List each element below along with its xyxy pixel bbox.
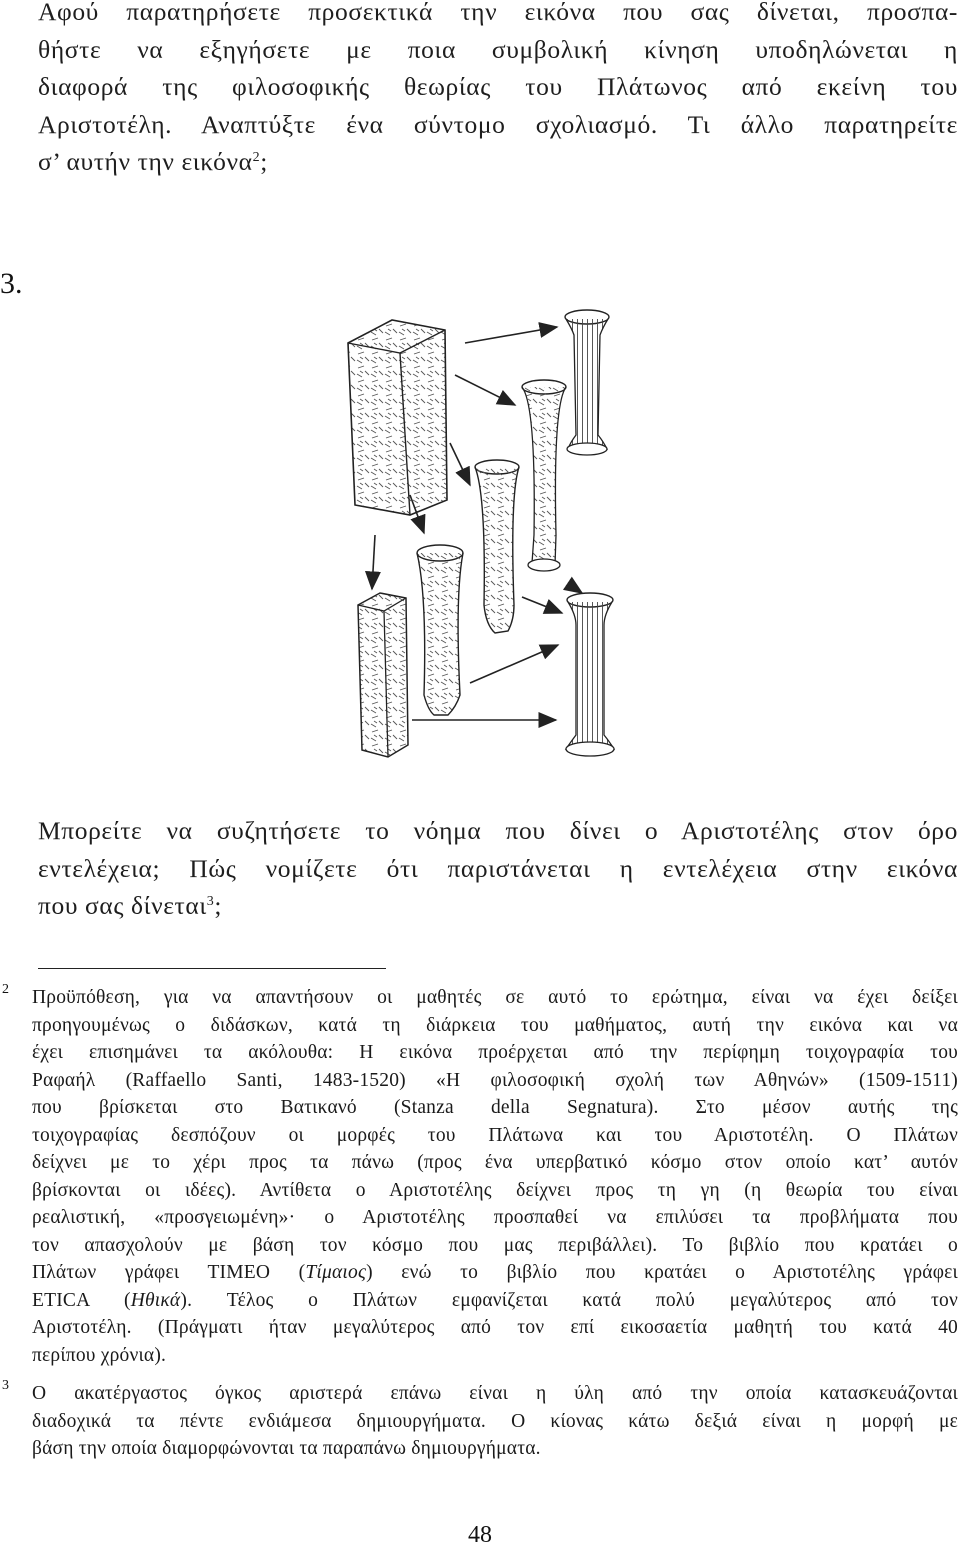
- footnote-line: Ο ακατέργαστος όγκος αριστερά επάνω είναι η ύλη από την οποία κατασκευάζονται: [32, 1383, 958, 1404]
- text-line: Μπορείτε να συζητήσετε το νόημα που δίνει ο Αριστοτέλης στον όρο: [38, 816, 958, 845]
- footnote-line: προηγουμένως ο διδάσκων, κατά τη διάρκεια του μαθήματος, αυτή την εικόνα και να: [32, 1014, 958, 1036]
- question-3-text: [38, 812, 958, 925]
- text-fragment: ETICA (: [32, 1289, 131, 1311]
- raw-block: [348, 320, 447, 515]
- footnote-ref[interactable]: 2: [252, 150, 261, 165]
- footnote-line: βάση την οποία διαμορφώνονται τα παραπάνω δημιουργήματα.: [32, 1438, 541, 1459]
- question-number: 3.: [0, 267, 23, 300]
- footnote-line: βρίσκονται οι ιδέες). Αντίθετα ο Αριστοτέλης δείχνει προς τη γη (η θεωρία του είναι: [32, 1179, 958, 1201]
- footnote-line: έχει επισημάνει τα ακόλουθα: Η εικόνα προέρχεται από την περίφημη τοιχογραφία του: [32, 1042, 958, 1063]
- footnote-line: που βρίσκεται στο Βατικανό (Stanza della Segnatura). Στο μέσον αυτής της: [32, 1097, 958, 1118]
- footnote-separator: [38, 968, 386, 969]
- footnote-line: διαδοχικά τα πέντε ενδιάμεσα δημιουργήματα. Ο κίονας κάτω δεξιά είναι η μορφή με: [32, 1410, 958, 1432]
- footnote-line: τον απασχολούν με βάση τον κόσμο που μας περιβάλλει). Το βιβλίο που κρατάει ο: [32, 1234, 958, 1256]
- italic-title: Ηθικά: [130, 1289, 181, 1311]
- rough-column-2: [475, 460, 519, 633]
- footnote-line: περίπου χρόνια).: [32, 1344, 167, 1366]
- text-line: Αφού παρατηρήσετε προσεκτικά την εικόνα που σας δίνεται, προσπα-: [38, 0, 958, 26]
- footnote-line: τοιχογραφίας δεσπόζουν οι μορφές του Πλάτωνα και του Αριστοτέλη. Ο Πλάτων: [32, 1124, 958, 1146]
- text-line: [38, 143, 958, 181]
- text-line: [38, 887, 958, 925]
- footnote-ref[interactable]: 3: [206, 894, 215, 909]
- footnote-line: Ραφαήλ (Raffaello Santi, 1483-1520) «Η φιλοσοφική σχολή των Αθηνών» (1509-1511): [32, 1069, 958, 1091]
- matter-form-illustration: [300, 295, 650, 765]
- text-fragment: ). Τέλος ο Πλάτων εμφανίζεται κατά πολύ μεγαλύτερος από τον: [180, 1289, 958, 1311]
- text-fragment: σ’ αυτήν την εικόνα: [38, 147, 253, 176]
- text-fragment: Πλάτων γράφει ΤΙΜΕΟ (: [32, 1262, 306, 1283]
- text-line: εντελέχεια; Πώς νομίζετε ότι παριστάνεται η εντελέχεια στην εικόνα: [38, 853, 958, 883]
- text-line: Αριστοτέλη. Αναπτύξτε ένα σύντομο σχολιασμό. Τι άλλο παρατηρείτε: [38, 109, 958, 139]
- text-fragment: ) ενώ το βιβλίο που κρατάει ο Αριστοτέλης γράφει: [366, 1262, 958, 1283]
- fluted-column-top: [565, 310, 609, 455]
- italic-title: Τίμαιος: [305, 1262, 367, 1283]
- text-line: θήστε να εξηγήσετε με ποια συμβολική κίνηση υποδηλώνεται η: [38, 34, 958, 64]
- footnote-mark: 2: [2, 982, 9, 997]
- arrow: [455, 375, 515, 405]
- rough-block-small: [358, 593, 408, 757]
- footnote-line: δείχνει με το χέρι προς τα πάνω (προς ένα υπερβατικό κόσμο στον οποίο κατ’ αυτόν: [32, 1152, 958, 1173]
- text-fragment: που σας δίνεται: [38, 891, 207, 920]
- footnote-line: [32, 1287, 958, 1315]
- footnote-line: Αριστοτέλη. (Πράγματι ήταν μεγαλύτερος από τον επί εικοσαετία μαθητή του κατά 40: [32, 1317, 958, 1338]
- arrow: [470, 645, 558, 683]
- text-line: διαφορά της φιλοσοφικής θεωρίας του Πλάτωνος από εκείνη του: [38, 72, 958, 101]
- footnote-3: [32, 1380, 958, 1463]
- arrow: [570, 585, 582, 593]
- rough-column-1: [417, 545, 463, 715]
- page-number: 48: [468, 1522, 492, 1548]
- arrow: [450, 443, 470, 485]
- footnote-line: Προϋπόθεση, για να απαντήσουν οι μαθητές σε αυτό το ερώτημα, είναι να έχει δείξει: [32, 987, 958, 1008]
- arrow: [522, 597, 562, 613]
- footnote-mark: 3: [2, 1378, 9, 1393]
- arrow: [372, 535, 375, 589]
- text-fragment: ;: [214, 891, 223, 920]
- footnote-2: [32, 984, 958, 1369]
- footnote-line: [32, 1259, 958, 1287]
- footnote-line: ρεαλιστική, «προσγειωμένη»· ο Αριστοτέλης προσπαθεί να επιλύσει τα προβλήματα που: [32, 1207, 958, 1228]
- smooth-column: [522, 380, 566, 571]
- text-fragment: ;: [260, 147, 268, 176]
- final-column: [566, 593, 614, 756]
- arrow: [465, 327, 557, 343]
- question-2-text: [38, 0, 958, 181]
